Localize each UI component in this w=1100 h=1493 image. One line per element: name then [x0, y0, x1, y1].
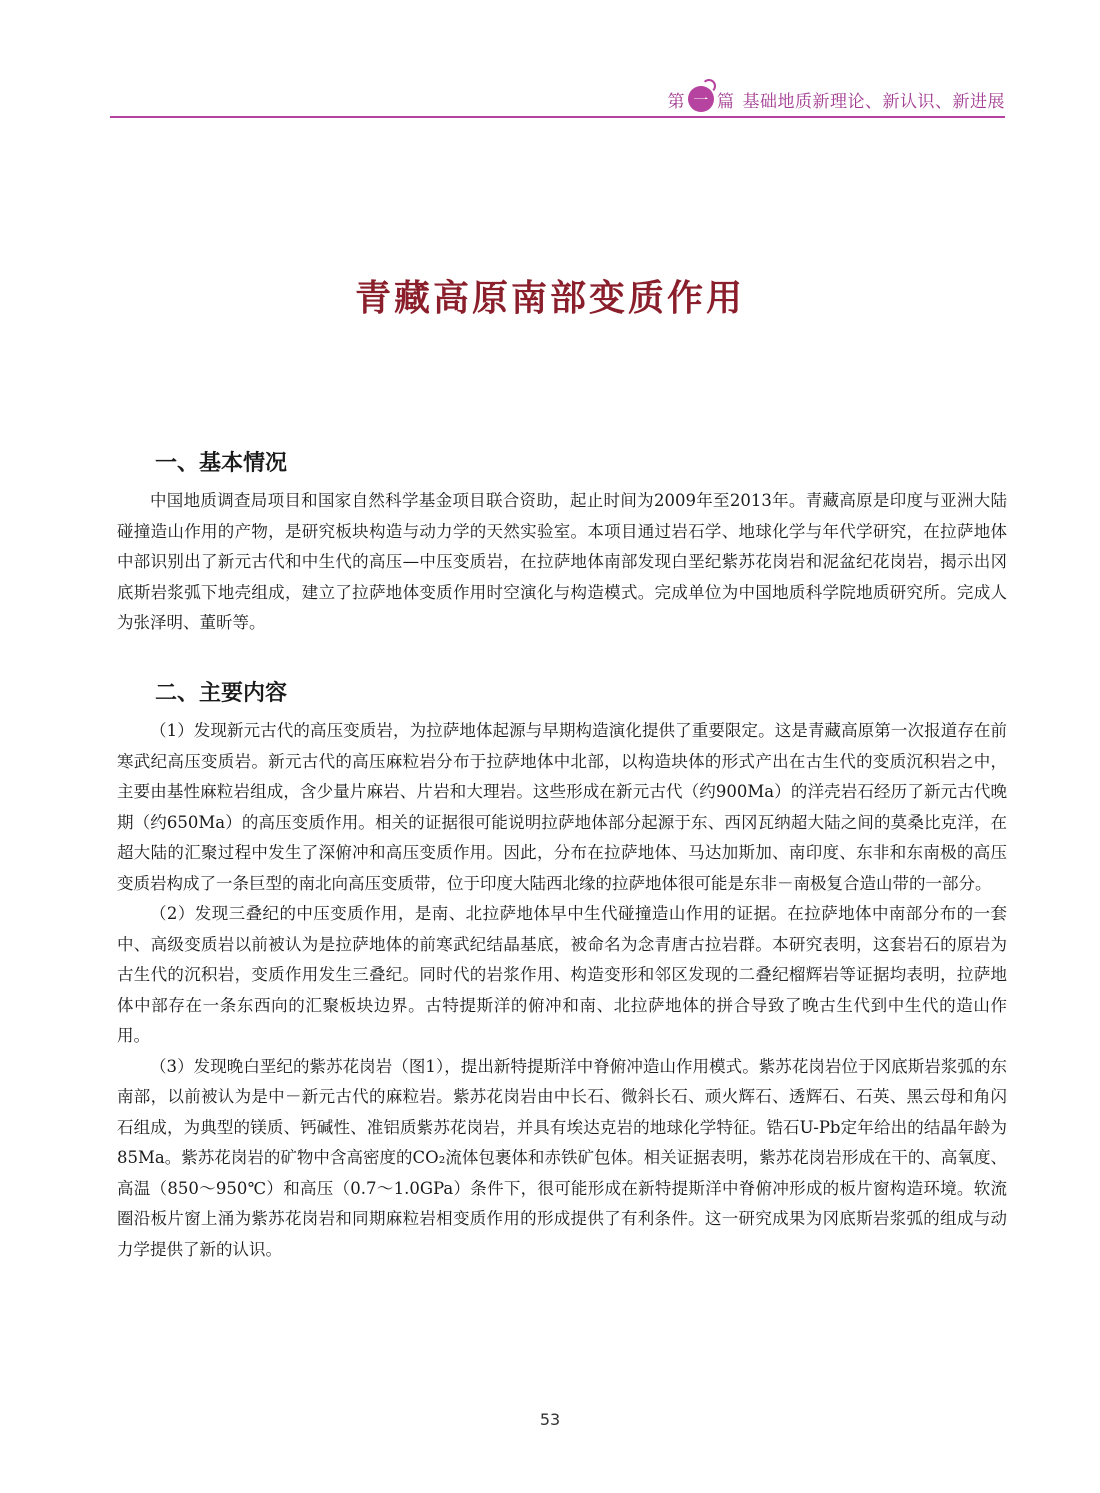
- paragraph: （2）发现三叠纪的中压变质作用，是南、北拉萨地体早中生代碰撞造山作用的证据。在拉萨地体中南部分布的一套中、高级变质岩以前被认为是拉萨地体的前寒武纪结晶基底，被命名为念青唐古拉岩群。本研究表明，这套岩石的原岩为古生代的沉积岩，变质作用发生三叠纪。同时代的岩浆作用、构造变形和邻区发现的二叠纪榴辉岩等证据均表明，拉萨地体中部存在一条东西向的汇聚板块边界。古特提斯洋的俯冲和南、北拉萨地体的拼合导致了晚古生代到中生代的造山作用。: [117, 904, 1007, 1045]
- paragraph: 中国地质调查局项目和国家自然科学基金项目联合资助，起止时间为2009年至2013年。青藏高原是印度与亚洲大陆碰撞造山作用的产物，是研究板块构造与动力学的天然实验室。本项目通过岩石学、地球化学与年代学研究，在拉萨地体中部识别出了新元古代和中生代的高压—中压变质岩，在拉萨地体南部发现白垩纪紫苏花岗岩和泥盆纪花岗岩，揭示出冈底斯岩浆弧下地壳组成，建立了拉萨地体变质作用时空演化与构造模式。完成单位为中国地质科学院地质研究所。完成人为张泽明、董昕等。: [117, 491, 1007, 632]
- section-body-basic: [117, 486, 1007, 639]
- page-number: 53: [539, 1410, 561, 1429]
- paragraph: （3）发现晚白垩纪的紫苏花岗岩（图1），提出新特提斯洋中脊俯冲造山作用模式。紫苏花岗岩位于冈底斯岩浆弧的东南部，以前被认为是中－新元古代的麻粒岩。紫苏花岗岩由中长石、微斜长石、顽火辉石、透辉石、石英、黑云母和角闪石组成，为典型的镁质、钙碱性、准铝质紫苏花岗岩，并具有埃达克岩的地球化学特征。锆石U-Pb定年给出的结晶年龄为85Ma。紫苏花岗岩的矿物中含高密度的CO₂流体包裹体和赤铁矿包体。相关证据表明，紫苏花岗岩形成在干的、高氧度、高温（850～950℃）和高压（0.7～1.0GPa）条件下，很可能形成在新特提斯洋中脊俯冲形成的板片窗构造环境。软流圈沿板片窗上涌为紫苏花岗岩和同期麻粒岩相变质作用的形成提供了有利条件。这一研究成果为冈底斯岩浆弧的组成与动力学提供了新的认识。: [117, 1056, 1007, 1259]
- paragraph: （1）发现新元古代的高压变质岩，为拉萨地体起源与早期构造演化提供了重要限定。这是青藏高原第一次报道存在前寒武纪高压变质岩。新元古代的高压麻粒岩分布于拉萨地体中北部，以构造块体的形式产出在古生代的变质沉积岩之中，主要由基性麻粒岩组成，含少量片麻岩、片岩和大理岩。这些形成在新元古代（约900Ma）的洋壳岩石经历了新元古代晚期（约650Ma）的高压变质作用。相关的证据很可能说明拉萨地体部分起源于东、西冈瓦纳超大陆之间的莫桑比克洋，在超大陆的汇聚过程中发生了深俯冲和高压变质作用。因此，分布在拉萨地体、马达加斯加、南印度、东非和东南极的高压变质岩构成了一条巨型的南北向高压变质带，位于印度大陆西北缘的拉萨地体很可能是东非－南极复合造山带的一部分。: [117, 721, 1007, 893]
- part-number-badge: 一: [688, 86, 714, 112]
- part-prefix: 第: [667, 91, 685, 112]
- part-title: 基础地质新理论、新认识、新进展: [742, 91, 1005, 112]
- running-header-text: [668, 86, 1006, 112]
- section-body-main-content: [117, 716, 1007, 1265]
- running-header: [110, 78, 1005, 118]
- header-rule: [110, 116, 1005, 118]
- section-heading-main-content: 二、主要内容: [155, 681, 288, 706]
- section-heading-basic: 一、基本情况: [155, 451, 288, 476]
- page-title: 青藏高原南部变质作用: [354, 278, 745, 319]
- part-suffix: 篇: [717, 91, 735, 112]
